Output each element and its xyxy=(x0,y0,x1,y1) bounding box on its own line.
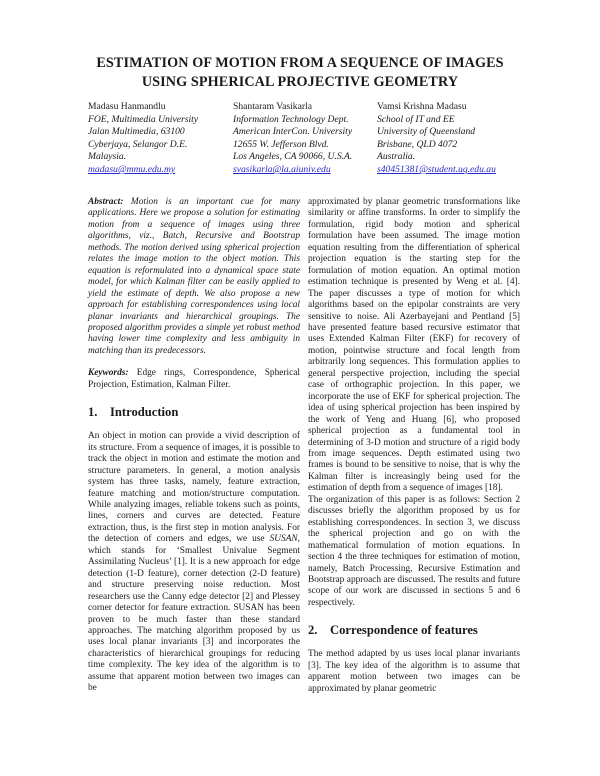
author-1 xyxy=(88,101,198,177)
author-affiliation-line: Cyberjaya, Selangor D.E. xyxy=(88,138,188,150)
author-affiliation-line: Malaysia. xyxy=(88,151,127,163)
author-name: Madasu Hanmandlu xyxy=(88,101,166,112)
author-email-link[interactable]: svasikarla@la.aiuniv.edu xyxy=(233,163,331,175)
author-3 xyxy=(377,101,496,177)
section-heading-correspondence xyxy=(308,623,520,637)
abstract-label: Abstract: xyxy=(88,197,124,207)
keywords-label: Keywords: xyxy=(88,368,129,379)
susan-emphasis: SUSAN xyxy=(269,534,298,545)
keywords xyxy=(88,368,300,391)
section-title: Introduction xyxy=(110,405,179,420)
keywords-text: Edge rings, Correspondence, Spherical Projection, Estimation, Kalman Filter. xyxy=(88,368,300,390)
left-column xyxy=(88,197,300,695)
title-line-2: USING SPHERICAL PROJECTIVE GEOMETRY xyxy=(141,74,459,90)
right-column xyxy=(308,197,520,695)
intro-paragraph xyxy=(88,431,300,694)
paper-title xyxy=(60,54,540,92)
section-number: 1. xyxy=(88,405,98,420)
author-name: Vamsi Krishna Madasu xyxy=(377,101,467,112)
author-affiliation-line: FOE, Multimedia University xyxy=(88,113,199,125)
author-affiliation-line: Information Technology Dept. xyxy=(233,113,349,125)
intro-paragraph-continued: approximated by planar geometric transformations like similarity or affine transforms. In order to simplify the formulation, rigid body motion and spherical formulation have been assumed. The image motion equation resulting from the differentiation of spherical projection equation is the starting step for the formulation of motion equation. An optimal motion estimation technique is presented by Weng et al. [4]. The paper discusses a type of motion for which algorithms based on the epipolar constraints are very sensitive to noise. Ali Azerbayejani and Pentland [5] have presented feature based recursive estimator that uses Extended Kalman Filter (EKF) for recovery of motion, pointwise structure and focal length from arbitrarily long sequences. This formulation applies to general perspective projection, including the special case of orthographic projection. In this paper, we incorporate the use of EKF for spherical projection. The idea of using spherical projection has been inspired by the work of Yeng and Huang [6], who proposed spherical projection as a fundamental tool in determining of 3-D motion and structure of a rigid body from image sequences. Depth estimated using two frames is bound to be sensitive to noise, that is why the Kalman filter is increasingly being used for the estimation of depth from a sequence of images [18]. xyxy=(308,197,520,494)
author-email-link[interactable]: madasu@mmu.edu.my xyxy=(88,163,176,175)
section-heading-introduction xyxy=(88,405,300,419)
section-number: 2. xyxy=(308,623,318,638)
section-title: Correspondence of features xyxy=(330,623,478,638)
author-email-link[interactable]: s40451381@student.uq.edu.au xyxy=(377,163,496,175)
author-affiliation-line: Jalan Multimedia, 63100 xyxy=(88,126,185,138)
author-affiliation-line: Australia. xyxy=(377,151,416,163)
author-affiliation-line: Brisbane, QLD 4072 xyxy=(377,138,458,150)
title-line-1: ESTIMATION OF MOTION FROM A SEQUENCE OF IMAGES xyxy=(96,55,504,71)
author-affiliation-line: American InterCon. University xyxy=(233,126,353,138)
author-affiliation-line: 12655 W. Jefferson Blvd. xyxy=(233,138,329,150)
author-affiliation-line: School of IT and EE xyxy=(377,113,455,125)
author-name: Shantaram Vasikarla xyxy=(233,101,312,112)
correspondence-paragraph: The method adapted by us uses local planar invariants [3]. The key idea of the algorithm is to assume that apparent motion between two images can be approximated by planar geometric xyxy=(308,649,520,694)
organization-paragraph: The organization of this paper is as follows: Section 2 discusses briefly the algorithm proposed by us for establishing correspondences. In section 3, we discuss the spherical projection and go on with the mathematical formulation of motion equations. In section 4 the three techniques for estimation of motion, namely, Batch Processing, Recursive Estimation and Bootstrap approach are discussed. The results and future scope of our work are discussed in sections 5 and 6 respectively. xyxy=(308,494,520,608)
author-affiliation-line: Los Angeles, CA 90066, U.S.A. xyxy=(233,151,353,163)
abstract-text: Motion is an important cue for many applications. Here we propose a solution for estimating motion from a sequence of images using three algorithms, viz., Batch, Recursive and Bootstrap methods. The motion derived using spherical projection relates the image motion to the object motion. This equation is reformulated into a dynamical space state model, for which Kalman filter can be easily applied to yield the estimate of depth. We also propose a new approach for establishing correspondences using local planar invariants and hierarchical groupings. The proposed algorithm provides a simple yet robust method having lower time complexity and less ambiguity in matching than its predecessors. xyxy=(88,197,300,356)
author-affiliation-line: University of Queensland xyxy=(377,126,476,138)
body-text: , which stands for ‘Smallest Univalue Segment Assimilating Nucleus’ [1]. It is a new approach for edge detection (1-D feature), corner detection (2-D feature) and structure preserving noise reduction. Most researchers use the Canny edge detector [2] and Plessey corner detector for feature extraction. SUSAN has been proven to be much faster than these standard approaches. The matching algorithm proposed by us uses local planar invariants [3] and incorporates the characteristics of hierarchical groupings for reducing time complexity. The key idea of the algorithm is to assume that apparent motion between two images can be xyxy=(88,534,300,694)
author-2 xyxy=(233,101,352,177)
abstract xyxy=(88,197,300,357)
body-text: An object in motion can provide a vivid description of its structure. From a sequence of images, it is possible to track the object in motion and estimate the motion and structure parameters. In general, a motion analysis system has three tasks, namely, feature extraction, feature matching and motion/structure computation. While analyzing images, reliable tokens such as points, lines, corners and curves are detected. Feature extraction, thus, is the first step in motion analysis. For the detection of corners and edges, we use xyxy=(88,431,300,545)
